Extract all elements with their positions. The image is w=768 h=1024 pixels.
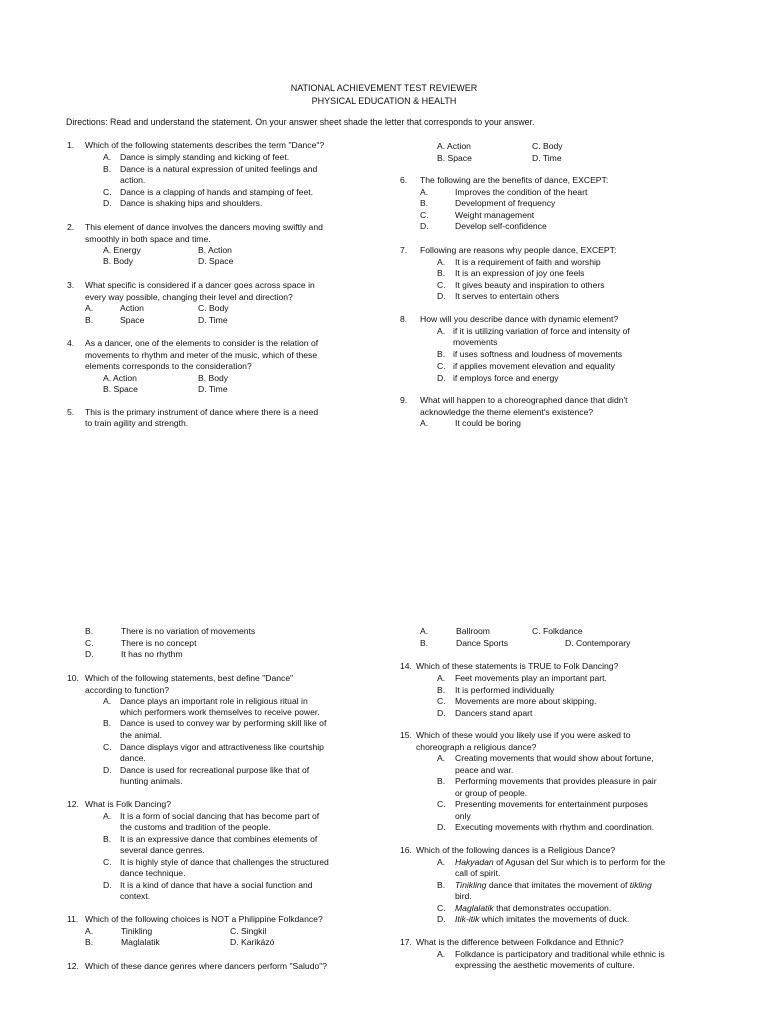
option-text: It is performed individually <box>455 685 555 695</box>
option-text: Presenting movements for entertainment purposes <box>455 799 648 809</box>
option-text: Develop self-confidence <box>455 221 547 231</box>
option-text: Tinikling <box>121 926 153 936</box>
option-letter: D. <box>437 373 446 383</box>
option-letter: A. <box>420 187 429 197</box>
option-letter: B. <box>420 638 429 648</box>
option-text: Action <box>120 303 144 313</box>
option-text: It could be boring <box>455 418 521 428</box>
option-letter: A. <box>85 303 94 313</box>
option-text: Ballroom <box>456 626 490 636</box>
option-d: D. Space <box>198 256 234 266</box>
question-stem: according to function? <box>85 685 170 695</box>
option-letter: C. <box>420 210 429 220</box>
question-stem: elements corresponds to the consideration? <box>85 361 252 371</box>
dance-name: Tinikling <box>455 880 487 890</box>
option-b: B. Space <box>437 153 472 163</box>
option-text: There is no variation of movements <box>121 626 256 636</box>
option-letter: B. <box>437 349 446 359</box>
question-stem: What will happen to a choreographed dance that didn't <box>420 395 628 405</box>
option-letter: B. <box>103 164 112 174</box>
option-letter: A. <box>437 257 446 267</box>
option-letter: B. <box>420 198 429 208</box>
option-c: C. Singkil <box>230 926 267 936</box>
question-number: 2. <box>67 222 75 232</box>
option-letter: A. <box>85 926 94 936</box>
question-stem: What is Folk Dancing? <box>85 799 171 809</box>
option-letter: D. <box>103 765 112 775</box>
option-text: Feet movements play an important part. <box>455 673 607 683</box>
dance-name: Maglalatik <box>455 903 494 913</box>
question-number: 6. <box>400 175 408 185</box>
question-stem: Which of these statements is TRUE to Folk Dancing? <box>416 661 619 671</box>
option-text: hunting animals. <box>120 776 183 786</box>
option-letter: D. <box>85 649 94 659</box>
option-text: dance. <box>120 753 146 763</box>
option-letter: C. <box>103 857 112 867</box>
question-stem: Which of the following statements describes the term "Dance"? <box>85 140 325 150</box>
option-text: if employs force and energy <box>453 373 559 383</box>
question-stem: This element of dance involves the dancers moving swiftly and <box>85 222 323 232</box>
question-stem: This is the primary instrument of dance where there is a need <box>85 407 319 417</box>
option-text: if applies movement elevation and equality <box>453 361 615 371</box>
option-text: Dance is shaking hips and shoulders. <box>120 198 263 208</box>
option-letter: C. <box>103 187 112 197</box>
option-text: several dance genres. <box>120 845 205 855</box>
question-number: 5. <box>67 407 75 417</box>
option-text: Itik-itik which imitates the movements of duck. <box>455 914 630 924</box>
directions: Directions: Read and understand the statement. On your answer sheet shade the letter that corresponds to your answer. <box>66 117 535 127</box>
option-text: only <box>455 811 471 821</box>
option-letter: B. <box>437 880 446 890</box>
question-number: 1. <box>67 140 75 150</box>
question-number: 4. <box>67 338 75 348</box>
option-c: C. Body <box>198 303 229 313</box>
option-text: Folkdance is participatory and traditional while ethnic is <box>455 949 665 959</box>
option-text: It gives beauty and inspiration to others <box>455 280 605 290</box>
option-text: Performing movements that provides pleasure in pair <box>455 776 657 786</box>
question-stem: every way possible, changing their level and direction? <box>85 292 293 302</box>
option-text: There is no concept <box>121 638 197 648</box>
option-d: D. Karikázó <box>230 937 275 947</box>
question-stem: choreograph a religious dance? <box>416 742 537 752</box>
option-text: Dance is a natural expression of united feelings and <box>120 164 318 174</box>
option-text: if it is utilizing variation of force and intensity of <box>453 326 630 336</box>
option-text: Maglalatik <box>121 937 160 947</box>
option-text: which performers work themselves to receive power. <box>120 707 320 717</box>
option-c: C. Folkdance <box>532 626 583 636</box>
question-number: 17. <box>400 937 412 947</box>
question-stem: acknowledge the theme element's existence? <box>420 407 594 417</box>
option-a: A. Energy <box>103 245 141 255</box>
question-stem: to train agility and strength. <box>85 418 189 428</box>
option-d: D. Time <box>532 153 562 163</box>
option-text: Dance is simply standing and kicking of feet. <box>120 152 290 162</box>
option-c: C. Body <box>532 141 563 151</box>
option-c: B. Body <box>103 256 134 266</box>
option-text: It is an expressive dance that combines elements of <box>120 834 318 844</box>
question-stem: What specific is considered if a dancer goes across space in <box>85 280 315 290</box>
option-text: Improves the condition of the heart <box>455 187 588 197</box>
option-a: A. Action <box>437 141 471 151</box>
question-stem: Which of the following choices is NOT a Philippine Folkdance? <box>85 914 323 924</box>
option-text: Movements are more about skipping. <box>455 696 597 706</box>
option-letter: B. <box>437 685 446 695</box>
option-letter: C. <box>103 742 112 752</box>
option-letter: D. <box>420 221 429 231</box>
option-letter: A. <box>437 326 446 336</box>
option-letter: B. <box>437 268 446 278</box>
option-letter: D. <box>437 291 446 301</box>
option-b: B. Action <box>198 245 232 255</box>
question-number: 8. <box>400 314 408 324</box>
document-title: NATIONAL ACHIEVEMENT TEST REVIEWER <box>290 83 478 93</box>
option-letter: C. <box>437 361 446 371</box>
option-letter: A. <box>437 949 446 959</box>
question-stem: Following are reasons why people dance, EXCEPT: <box>420 245 617 255</box>
option-letter: A. <box>103 152 112 162</box>
option-text: if uses softness and loudness of movements <box>453 349 623 359</box>
option-text: action. <box>120 175 146 185</box>
question-number: 11. <box>67 914 79 924</box>
question-stem: movements to rhythm and meter of the music, which of these <box>85 350 318 360</box>
option-text: peace and war. <box>455 765 514 775</box>
option-letter: D. <box>103 880 112 890</box>
option-text: the customs and tradition of the people. <box>120 822 271 832</box>
question-stem: How will you describe dance with dynamic element? <box>420 314 619 324</box>
option-text: It is an expression of joy one feels <box>455 268 585 278</box>
question-number: 14. <box>400 661 412 671</box>
option-letter: A. <box>437 753 446 763</box>
option-letter: B. <box>437 776 446 786</box>
option-text: Maglalatik that demonstrates occupation. <box>455 903 612 913</box>
dance-name: Hakyadan <box>455 857 494 867</box>
option-text: Executing movements with rhythm and coordination. <box>455 822 655 832</box>
option-letter: C. <box>437 799 446 809</box>
dance-name: Itik-itik <box>455 914 480 924</box>
option-letter: D. <box>437 914 446 924</box>
question-stem: What is the difference between Folkdance and Ethnic? <box>416 937 624 947</box>
option-text: bird. <box>455 891 472 901</box>
option-text: context. <box>120 891 151 901</box>
option-text: Dance is a clapping of hands and stamping of feet. <box>120 187 314 197</box>
question-number: 15. <box>400 730 412 740</box>
option-letter: B. <box>85 937 94 947</box>
option-letter: A. <box>420 626 429 636</box>
option-letter: B. <box>85 315 94 325</box>
option-c: B. Space <box>103 384 138 394</box>
option-letter: A. <box>437 857 446 867</box>
option-text: It is a requirement of faith and worship <box>455 257 601 267</box>
option-letter: C. <box>437 903 446 913</box>
option-letter: A. <box>103 811 112 821</box>
question-number: 3. <box>67 280 75 290</box>
option-text: Dance Sports <box>456 638 509 648</box>
document-subtitle: PHYSICAL EDUCATION & HEALTH <box>311 96 457 106</box>
option-letter: A. <box>103 696 112 706</box>
question-stem: Which of these dance genres where dancers perform "Saludo"? <box>85 961 328 971</box>
option-d: D. Time <box>198 315 228 325</box>
option-text: It is a kind of dance that have a social function and <box>120 880 313 890</box>
option-text: Dance plays an important role in religious ritual in <box>120 696 308 706</box>
option-letter: C. <box>437 280 446 290</box>
option-text: or group of people. <box>455 788 528 798</box>
option-text: Tinikling dance that imitates the movement of tikling <box>455 880 652 890</box>
option-text: It has no rhythm <box>121 649 183 659</box>
option-text: It is a form of social dancing that has become part of <box>120 811 320 821</box>
option-letter: C. <box>85 638 94 648</box>
option-text: It serves to entertain others <box>455 291 560 301</box>
option-text: dance technique. <box>120 868 186 878</box>
option-text: call of spirit. <box>455 868 501 878</box>
option-text: Dance is used for recreational purpose like that of <box>120 765 310 775</box>
option-letter: A. <box>437 673 446 683</box>
option-text: expressing the aesthetic movements of culture. <box>455 960 635 970</box>
option-text: the animal. <box>120 730 163 740</box>
option-text: movements <box>453 337 498 347</box>
question-stem: Which of these would you likely use if you were asked to <box>416 730 631 740</box>
option-text: Development of frequency <box>455 198 556 208</box>
question-stem: Which of the following statements, best define "Dance" <box>85 673 294 683</box>
question-number: 12. <box>67 799 79 809</box>
option-letter: D. <box>103 198 112 208</box>
option-letter: D. <box>437 708 446 718</box>
question-number: 10. <box>67 673 79 683</box>
option-text: Hakyadan of Agusan del Sur which is to perform for the <box>455 857 666 867</box>
option-text: Dancers stand apart <box>455 708 533 718</box>
question-stem: The following are the benefits of dance, EXCEPT: <box>420 175 609 185</box>
question-stem: Which of the following dances is a Religious Dance? <box>416 845 616 855</box>
option-letter: B. <box>85 626 94 636</box>
question-stem: As a dancer, one of the elements to consider is the relation of <box>85 338 319 348</box>
option-text: Space <box>120 315 145 325</box>
option-letter: A. <box>420 418 429 428</box>
option-text: It is highly style of dance that challenges the structured <box>120 857 329 867</box>
option-text: Dance is used to convey war by performing skill like of <box>120 718 327 728</box>
option-d: D. Time <box>198 384 228 394</box>
question-number: 9. <box>400 395 408 405</box>
option-letter: D. <box>437 822 446 832</box>
option-letter: B. <box>103 718 112 728</box>
option-a: A. Action <box>103 373 137 383</box>
option-letter: B. <box>103 834 112 844</box>
question-number: 7. <box>400 245 408 255</box>
option-text: Weight management <box>455 210 535 220</box>
option-letter: C. <box>437 696 446 706</box>
option-d: D. Contemporary <box>565 638 631 648</box>
question-number: 16. <box>400 845 412 855</box>
option-b: B. Body <box>198 373 229 383</box>
option-text: Dance displays vigor and attractiveness like courtship <box>120 742 324 752</box>
option-text: Creating movements that would show about fortune, <box>455 753 654 763</box>
question-stem: smoothly in both space and time. <box>85 234 211 244</box>
question-number: 12. <box>67 961 79 971</box>
